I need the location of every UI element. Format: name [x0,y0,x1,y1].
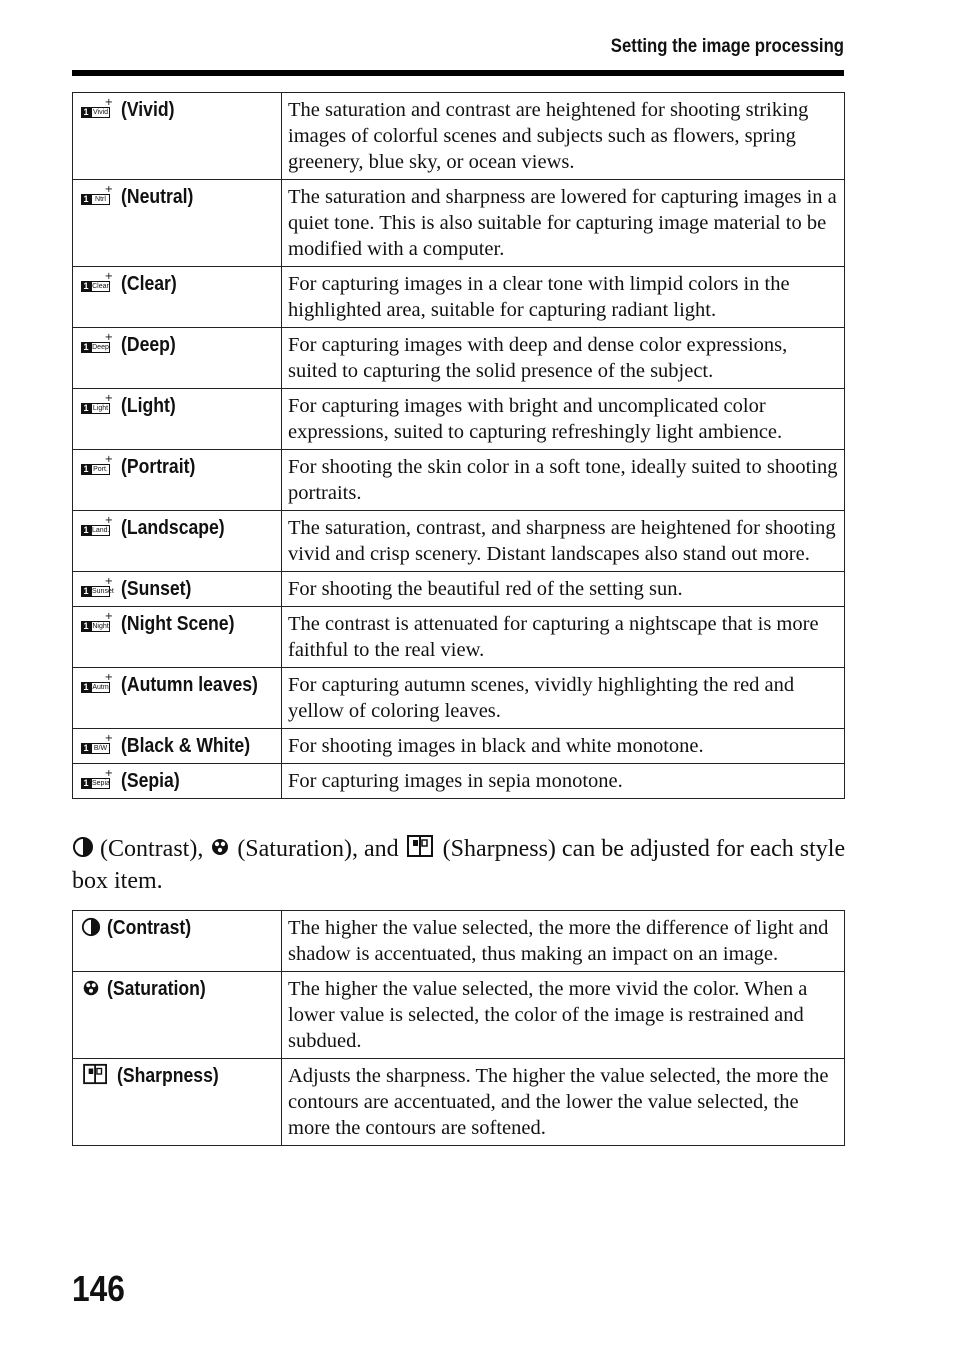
creative-style-icon [81,271,113,292]
adjust-mark-icon: + [104,576,113,587]
adjust-mark-icon: + [104,515,113,526]
sharpness-icon [405,834,437,858]
style-tag-icon: Ntrl [91,194,110,205]
style-description: For shooting the beautiful red of the setting sun. [282,572,845,607]
style-tag-icon: Vivid [92,109,109,116]
table-row [73,450,845,511]
style-number-icon: 1 [81,586,91,597]
style-tag-icon: Clear [92,283,109,290]
creative-style-icon [81,515,113,536]
creative-style-icon [81,184,113,205]
style-number-icon: 1 [81,107,91,118]
style-number-icon: 1 [81,621,91,632]
style-description: For capturing images with bright and uncomplicated color expressions, suited to capturing refreshingly light ambience. [282,389,845,450]
creative-style-icon [81,97,113,118]
contrast-text: (Contrast), [100,836,204,862]
style-number-icon: 1 [81,682,91,693]
adjust-mark-icon: + [104,768,113,779]
adjust-mark-icon: + [104,271,113,282]
style-description: The saturation and sharpness are lowered for capturing images in a quiet tone. This is also suitable for capturing image material to be modified with a computer. [282,180,845,267]
style-number-icon: 1 [81,342,91,353]
style-description: For capturing autumn scenes, vividly highlighting the red and yellow of coloring leaves. [282,668,845,729]
table-row [73,607,845,668]
section-header: Setting the image processing [610,36,844,57]
style-label: (Landscape) [121,517,225,539]
param-label: (Sharpness) [117,1065,219,1087]
style-number-icon: 1 [81,525,91,536]
style-label: (Neutral) [121,186,194,208]
table-row [73,328,845,389]
style-number-icon: 1 [81,403,91,414]
style-number-icon: 1 [81,743,91,754]
style-description: For capturing images in sepia monotone. [282,764,845,799]
style-description: The saturation, contrast, and sharpness are heightened for shooting vivid and crisp scenery. Distant landscapes also stand out more. [282,511,845,572]
creative-style-icon [81,454,113,475]
style-label: (Portrait) [121,456,196,478]
adjust-mark-icon: + [104,393,113,404]
style-tag-icon: B/W [91,743,110,754]
creative-style-icon [81,768,113,789]
style-number-icon: 1 [81,194,91,205]
creative-style-icon [81,672,113,693]
table-row [73,389,845,450]
style-description: For capturing images in a clear tone with limpid colors in the highlighted area, suitable for capturing radiant light. [282,267,845,328]
table-row [73,668,845,729]
creative-style-icon [81,393,113,414]
table-row [73,764,845,799]
style-tag-icon: Sunset [92,588,114,595]
adjust-mark-icon: + [104,332,113,343]
table-row [73,93,845,180]
table-row [73,972,845,1059]
adjust-mark-icon: + [104,672,113,683]
style-description: The contrast is attenuated for capturing a nightscape that is more faithful to the real view. [282,607,845,668]
param-label: (Contrast) [107,917,192,939]
style-tag-icon: Night [92,623,109,630]
table-row [73,572,845,607]
creative-style-table [72,92,845,799]
param-label: (Saturation) [107,978,206,1000]
style-tag-icon: Deep [92,344,109,351]
adjustment-paragraph [72,833,852,897]
adjust-mark-icon: + [104,97,113,108]
adjust-mark-icon: + [104,733,113,744]
style-tag-icon: Sepia [92,780,110,787]
style-number-icon: 1 [81,464,91,475]
style-label: (Deep) [121,334,176,356]
style-label: (Autumn leaves) [121,674,258,696]
param-description: Adjusts the sharpness. The higher the value selected, the more the contours are accentuated, and the lower the value selected, the more the contours are softened. [282,1059,845,1146]
adjust-mark-icon: + [104,454,113,465]
style-tag-icon: Land. [92,527,110,534]
style-label: (Vivid) [121,99,175,121]
style-description: For capturing images with deep and dense color expressions, suited to capturing the solid presence of the subject. [282,328,845,389]
creative-style-icon [81,332,113,353]
style-label: (Light) [121,395,176,417]
style-tag-icon: Autm [92,684,109,691]
style-tag-icon: Light [92,405,109,412]
style-number-icon: 1 [81,281,91,292]
table-row [73,729,845,764]
saturation-icon [209,836,231,858]
style-label: (Night Scene) [121,613,235,635]
contrast-icon [72,836,94,858]
table-row [73,267,845,328]
table-row [73,1059,845,1146]
style-description: The saturation and contrast are heightened for shooting striking images of colorful scenes and subjects such as flowers, spring greenery, blue sky, or ocean views. [282,93,845,180]
adjust-mark-icon: + [104,611,113,622]
style-label: (Sunset) [121,578,192,600]
style-tag-icon: Port. [91,464,110,475]
header-rule [72,70,844,76]
contrast-icon [81,917,101,937]
saturation-icon [81,978,101,998]
creative-style-icon [81,611,113,632]
style-label: (Clear) [121,273,177,295]
param-description: The higher the value selected, the more the difference of light and shadow is accentuated, thus making an impact on an image. [282,911,845,972]
style-label: (Black & White) [121,735,251,757]
page-number: 146 [72,1268,125,1309]
sharpness-text: (Sharpness) can be adjusted for each style box item. [72,836,846,894]
style-description: For shooting the skin color in a soft tone, ideally suited to shooting portraits. [282,450,845,511]
table-row [73,180,845,267]
creative-style-icon [81,733,113,754]
style-description: For shooting images in black and white monotone. [282,729,845,764]
table-row [73,911,845,972]
style-label: (Sepia) [121,770,180,792]
param-description: The higher the value selected, the more vivid the color. When a lower value is selected, the color of the image is restrained and subdued. [282,972,845,1059]
saturation-text: (Saturation), and [237,836,399,862]
adjust-mark-icon: + [104,184,113,195]
parameter-table [72,910,845,1146]
sharpness-icon [81,1063,111,1085]
style-number-icon: 1 [81,778,91,789]
table-row [73,511,845,572]
creative-style-icon [81,576,114,597]
